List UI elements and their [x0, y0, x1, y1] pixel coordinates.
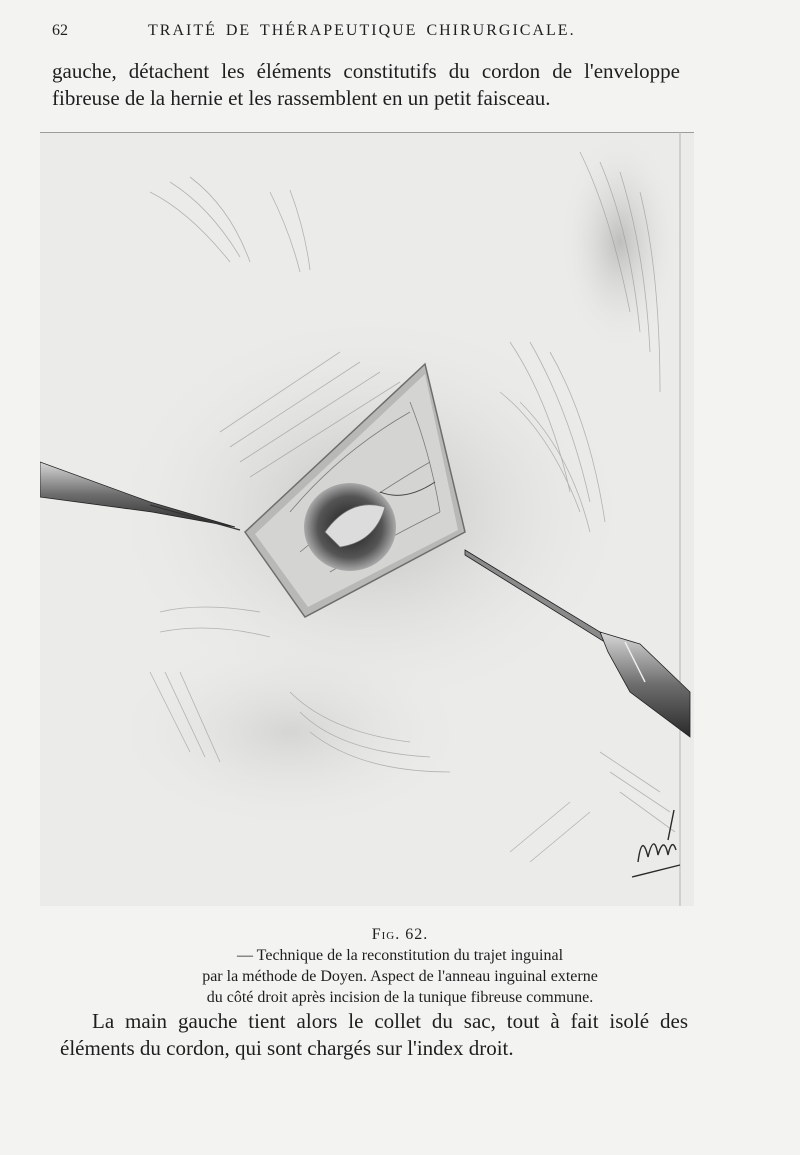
caption-line-1-text: — Technique de la reconstitution du trajet inguinal	[236, 947, 564, 964]
page-number: 62	[52, 22, 68, 39]
surgical-illustration	[40, 132, 694, 906]
top-paragraph-line-1: gauche, détachent les éléments constitutifs du cordon de l'enveloppe	[52, 59, 680, 83]
caption-line-1	[100, 924, 700, 966]
top-paragraph	[52, 58, 680, 112]
caption-line-3: du côté droit après incision de la tunique fibreuse commune.	[206, 989, 594, 1006]
figure-caption	[100, 924, 700, 1008]
top-paragraph-line-2: fibreuse de la hernie et les rassemblent en un petit faisceau.	[52, 86, 551, 110]
bottom-paragraph-line-2: éléments du cordon, qui sont chargés sur l'index droit.	[60, 1036, 514, 1060]
caption-line-2: par la méthode de Doyen. Aspect de l'anneau inguinal externe	[202, 968, 598, 985]
running-head	[52, 22, 740, 46]
running-title: TRAITÉ DE THÉRAPEUTIQUE CHIRURGICALE.	[148, 22, 576, 39]
figure-label: Fig. 62.	[371, 926, 429, 943]
bottom-paragraph	[60, 1008, 688, 1062]
bottom-paragraph-line-1: La main gauche tient alors le collet du sac, tout à fait isolé des	[92, 1009, 688, 1033]
